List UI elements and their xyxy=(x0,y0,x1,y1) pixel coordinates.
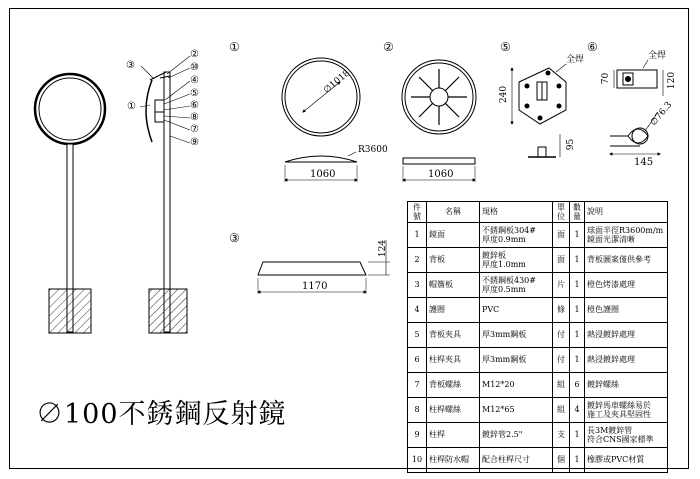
cell-unit: 條 xyxy=(553,298,570,323)
cell-note: 背板圖案僅供參考 xyxy=(585,248,668,273)
dim-bracket-weld: 全焊 xyxy=(648,51,667,61)
table-row xyxy=(408,398,668,423)
cell-qty: 1 xyxy=(570,448,585,473)
cell-spec: M12*20 xyxy=(480,373,553,398)
cell-spec: 配合柱桿尺寸 xyxy=(480,448,553,473)
table-row xyxy=(408,348,668,373)
view-label-1: ① xyxy=(229,40,240,54)
dim-mirror-width: 1060 xyxy=(310,169,336,180)
header-no: 件號 xyxy=(408,202,427,223)
cell-qty: 1 xyxy=(570,223,585,248)
callout-2: ② xyxy=(190,49,199,60)
table-row xyxy=(408,323,668,348)
cell-qty: 1 xyxy=(570,298,585,323)
callout-4: ④ xyxy=(190,75,199,86)
callout-9: ⑨ xyxy=(190,137,199,148)
dim-clamp-plate: 95 xyxy=(566,138,577,151)
dim-bracket-height: 70 xyxy=(601,72,612,85)
view-label-5: ⑤ xyxy=(500,40,511,54)
header-unit: 單位 xyxy=(553,202,570,223)
cell-note: 長3M鍍鋅管 符合CNS國家標準 xyxy=(585,423,668,448)
cell-name: 背板螺絲 xyxy=(427,373,480,398)
dim-bracket-pipe: ∅76.3 xyxy=(648,100,675,129)
dim-cap-height: 124 xyxy=(378,239,389,258)
cell-note: 熱浸鍍鋅處理 xyxy=(585,323,668,348)
cell-unit: 面 xyxy=(553,223,570,248)
header-spec: 規格 xyxy=(480,202,553,223)
cell-no: 7 xyxy=(408,373,427,398)
dim-mirror-diameter: ∅1018 xyxy=(322,68,353,96)
cell-unit: 個 xyxy=(553,448,570,473)
view-label-6: ⑥ xyxy=(587,40,598,54)
callout-10: ⑩ xyxy=(190,62,199,73)
cell-no: 2 xyxy=(408,248,427,273)
cell-spec: M12*65 xyxy=(480,398,553,423)
table-row xyxy=(408,273,668,298)
table-header-row xyxy=(408,202,668,223)
dim-back-width: 1060 xyxy=(428,169,454,180)
callout-8: ⑧ xyxy=(190,112,199,123)
view-6-post-clamp xyxy=(610,60,663,154)
cell-unit: 付 xyxy=(553,348,570,373)
cell-name: 背板 xyxy=(427,248,480,273)
cell-unit: 組 xyxy=(553,398,570,423)
spec-table xyxy=(407,201,668,473)
cell-qty: 1 xyxy=(570,423,585,448)
cell-spec: 厚3mm鋼板 xyxy=(480,323,553,348)
dim-bracket-length: 145 xyxy=(634,157,654,168)
cell-no: 5 xyxy=(408,323,427,348)
table-row xyxy=(408,248,668,273)
cell-name: 柱桿 xyxy=(427,423,480,448)
table-row xyxy=(408,448,668,473)
header-note: 說明 xyxy=(585,202,668,223)
cell-qty: 1 xyxy=(570,273,585,298)
cell-no: 6 xyxy=(408,348,427,373)
side-view xyxy=(140,56,190,333)
dim-bracket-width: 120 xyxy=(667,71,678,90)
cell-qty: 1 xyxy=(570,248,585,273)
cell-qty: 4 xyxy=(570,398,585,423)
callout-1: ① xyxy=(127,101,136,112)
callout-7: ⑦ xyxy=(190,124,199,135)
callout-6: ⑥ xyxy=(190,100,199,111)
cell-no: 1 xyxy=(408,223,427,248)
cell-unit: 支 xyxy=(553,423,570,448)
cell-unit: 面 xyxy=(553,248,570,273)
cell-note: 橙色護圈 xyxy=(585,298,668,323)
cell-no: 10 xyxy=(408,448,427,473)
dim-clamp-weld: 全焊 xyxy=(566,55,585,65)
cell-spec: 鍍鋅板 厚度1.0mm xyxy=(480,248,553,273)
cell-spec: 不銹鋼板304# 厚度0.9mm xyxy=(480,223,553,248)
view-label-2: ② xyxy=(383,40,394,54)
front-view xyxy=(35,74,105,333)
cell-note: 橙色烤漆處理 xyxy=(585,273,668,298)
dim-cap-width: 1170 xyxy=(302,281,328,292)
cell-spec: 厚3mm鋼板 xyxy=(480,348,553,373)
callout-5: ⑤ xyxy=(190,88,199,99)
cell-no: 4 xyxy=(408,298,427,323)
cell-name: 柱桿防水帽 xyxy=(427,448,480,473)
cell-name: 帽簷板 xyxy=(427,273,480,298)
cell-note: 橡膠或PVC材質 xyxy=(585,448,668,473)
callout-3: ③ xyxy=(126,60,135,71)
cell-note: 鍍鋅馬車螺絲易於 施工及夾具堅固性 xyxy=(585,398,668,423)
table-row xyxy=(408,223,668,248)
cell-spec: 不銹鋼板430# 厚度0.5mm xyxy=(480,273,553,298)
header-name: 名稱 xyxy=(427,202,480,223)
cell-qty: 1 xyxy=(570,348,585,373)
view-label-3: ③ xyxy=(229,231,240,245)
cell-no: 8 xyxy=(408,398,427,423)
view-5-back-clamp xyxy=(512,64,566,157)
view-2-back-plate xyxy=(402,60,476,182)
cell-note: 鍍鋅螺絲 xyxy=(585,373,668,398)
dim-mirror-radius: R3600 xyxy=(358,145,388,155)
cell-spec: 鍍鋅管2.5" xyxy=(480,423,553,448)
table-row xyxy=(408,298,668,323)
table-row xyxy=(408,423,668,448)
cell-name: 背板夾具 xyxy=(427,323,480,348)
cell-no: 9 xyxy=(408,423,427,448)
cell-note: 熱浸鍍鋅處理 xyxy=(585,348,668,373)
dim-clamp-height: 240 xyxy=(499,85,510,104)
cell-name: 護圈 xyxy=(427,298,480,323)
cell-qty: 1 xyxy=(570,323,585,348)
cell-qty: 6 xyxy=(570,373,585,398)
cell-name: 柱桿夾具 xyxy=(427,348,480,373)
cell-unit: 付 xyxy=(553,323,570,348)
cell-note: 球面半徑R3600m/m 鏡面光潔清晰 xyxy=(585,223,668,248)
cell-name: 鏡面 xyxy=(427,223,480,248)
cell-spec: PVC xyxy=(480,298,553,323)
cell-unit: 組 xyxy=(553,373,570,398)
table-row xyxy=(408,373,668,398)
header-qty: 數量 xyxy=(570,202,585,223)
cell-name: 柱桿螺絲 xyxy=(427,398,480,423)
drawing-title: ∅100不銹鋼反射鏡 xyxy=(36,399,287,430)
cell-unit: 片 xyxy=(553,273,570,298)
cell-no: 3 xyxy=(408,273,427,298)
